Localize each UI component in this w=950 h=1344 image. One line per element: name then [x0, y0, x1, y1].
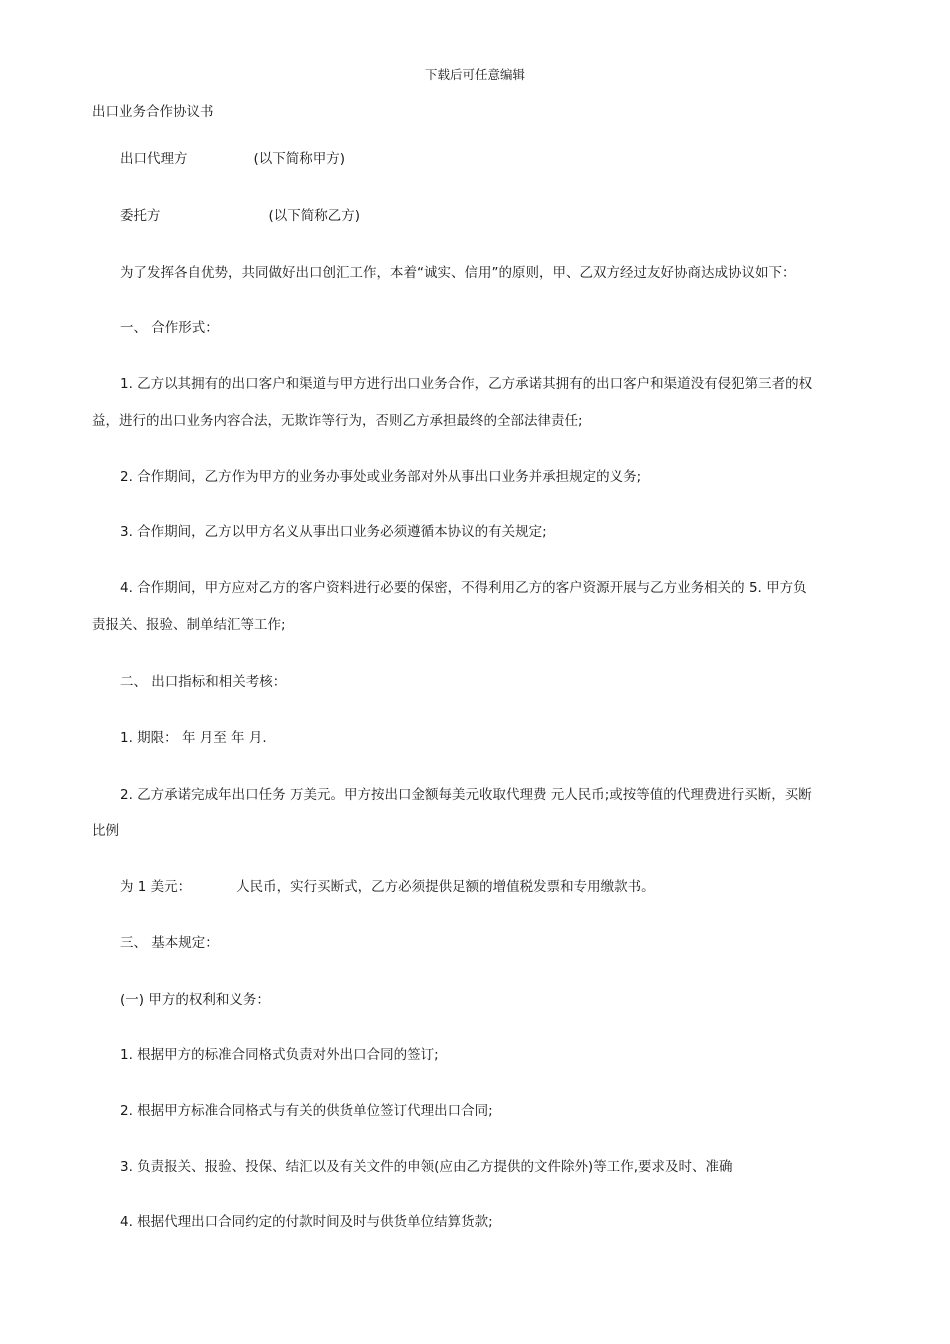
- page-header: 下载后可任意编辑: [424, 67, 525, 82]
- section1-item4-line2: 责报关、报验、制单结汇等工作;: [92, 617, 286, 633]
- party-b-line: [120, 206, 360, 226]
- party-b-note: (以下简称乙方): [268, 208, 361, 224]
- party-a-line: [120, 149, 345, 169]
- section1-heading: 一、 合作形式：: [120, 320, 219, 336]
- section2-item2-line2: 比例: [92, 823, 119, 839]
- document-title: 出口业务合作协议书: [92, 104, 214, 120]
- section2-rate-line: [120, 877, 655, 897]
- section1-item1-line1: 1. 乙方以其拥有的出口客户和渠道与甲方进行出口业务合作，乙方承诺其拥有的出口客户和渠道没有侵犯第三者的权: [120, 376, 813, 392]
- section3-item3: 3. 负责报关、报验、投保、结汇以及有关文件的申领(应由乙方提供的文件除外)等工作,要求及时、准确: [120, 1159, 733, 1175]
- section1-item2: 2. 合作期间，乙方作为甲方的业务办事处或业务部对外从事出口业务并承担规定的义务;: [120, 469, 642, 485]
- party-b-label: 委托方: [120, 208, 161, 224]
- section3-item2: 2. 根据甲方标准合同格式与有关的供货单位签订代理出口合同;: [120, 1103, 493, 1119]
- party-a-label: 出口代理方: [120, 151, 188, 167]
- rate-text: 人民币，实行买断式，乙方必须提供足额的增值税发票和专用缴款书。: [236, 879, 655, 895]
- section2-item2-line1: 2. 乙方承诺完成年出口任务 万美元。甲方按出口金额每美元收取代理费 元人民币;或按等值的代理费进行买断，买断: [120, 787, 812, 803]
- section3-heading: 三、 基本规定：: [120, 935, 219, 951]
- section3-item1: 1. 根据甲方的标准合同格式负责对外出口合同的签订;: [120, 1047, 439, 1063]
- rate-prefix: 为 1 美元：: [120, 879, 192, 895]
- section1-item4-line1: 4. 合作期间，甲方应对乙方的客户资料进行必要的保密，不得利用乙方的客户资源开展与乙方业务相关的 5. 甲方负: [120, 580, 807, 596]
- section1-item3: 3. 合作期间，乙方以甲方名义从事出口业务必须遵循本协议的有关规定;: [120, 524, 547, 540]
- intro-paragraph: 为了发挥各自优势，共同做好出口创汇工作，本着“诚实、信用”的原则，甲、乙双方经过友好协商达成协议如下：: [120, 265, 796, 281]
- party-a-note: (以下简称甲方): [253, 151, 346, 167]
- section3-sub1: (一) 甲方的权利和义务：: [120, 992, 270, 1008]
- section3-item4: 4. 根据代理出口合同约定的付款时间及时与供货单位结算货款;: [120, 1214, 493, 1230]
- section2-heading: 二、 出口指标和相关考核：: [120, 674, 287, 690]
- section1-item1-line2: 益，进行的出口业务内容合法，无欺诈等行为，否则乙方承担最终的全部法律责任;: [92, 413, 583, 429]
- section2-item1: 1. 期限： 年 月至 年 月.: [120, 730, 267, 746]
